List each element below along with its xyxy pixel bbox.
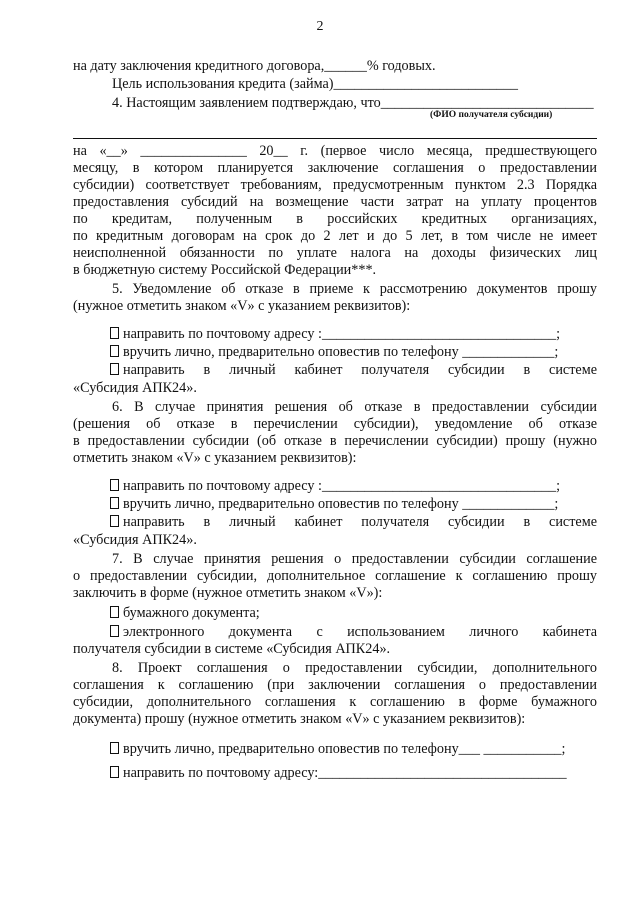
checkbox-icon[interactable] [110,515,119,527]
option-8-phone[interactable]: вручить лично, предварительно оповестив по телефону___ ___________; [110,741,565,758]
option-5-postal[interactable]: направить по почтовому адресу :_________________________________; [110,326,560,343]
option-7-electronic[interactable]: электронного документа с использованием личного кабинета [110,624,597,641]
paragraph-4-line: месяцу, в котором планируется заключение соглашения о предоставлении [73,160,597,176]
paragraph-4-line: по кредитным договорам на срок до 2 лет и до 5 лет, в том числе не имеет [73,228,597,244]
option-5-cabinet-cont: «Субсидия АПК24». [73,380,197,396]
paragraph-4-line: на «__» _______________ 20__ г. (первое число месяца, предшествующего [73,143,597,159]
section-6-line: в предоставлении субсидии (об отказе в перечислении субсидии) прошу (нужно [73,433,597,449]
paragraph-4-line: в бюджетную систему Российской Федерации***. [73,262,377,278]
checkbox-icon[interactable] [110,479,119,491]
option-5-cabinet[interactable]: направить в личный кабинет получателя субсидии в системе [110,362,597,379]
paragraph-4-line: по кредитам, полученным в российских кредитных организациях, [73,211,597,227]
paragraph-4-line: субсидии) соответствует требованиям, предусмотренным пунктом 2.3 Порядка [73,177,597,193]
option-6-phone[interactable]: вручить лично, предварительно оповестив по телефону _____________; [110,496,558,513]
checkbox-icon[interactable] [110,497,119,509]
option-7-paper[interactable]: бумажного документа; [110,605,260,622]
credit-purpose-line: Цель использования кредита (займа)__________________________ [112,76,518,92]
section-7-line: о предоставлении субсидии, дополнительное соглашение к соглашению прошу [73,568,597,584]
rate-line: на дату заключения кредитного договора,______% годовых. [73,58,436,74]
paragraph-4-line: предоставления субсидий на возмещение части затрат на уплату процентов [73,194,597,210]
section-6-line: отметить знаком «V» с указанием реквизитов): [73,450,357,466]
section-4-heading: 4. Настоящим заявлением подтверждаю, что______________________________ [112,95,594,111]
option-7-electronic-cont: получателя субсидии в системе «Субсидия АПК24». [73,641,391,657]
checkbox-icon[interactable] [110,327,119,339]
recipient-name-caption: (ФИО получателя субсидии) [430,110,553,120]
section-6-line: (решения об отказе в перечислении субсидии), уведомление об отказе [73,416,597,432]
section-8-line: соглашения к соглашению (при заключении соглашения о предоставлении [73,677,597,693]
checkbox-icon[interactable] [110,742,119,754]
checkbox-icon[interactable] [110,363,119,375]
checkbox-icon[interactable] [110,625,119,637]
option-6-postal[interactable]: направить по почтовому адресу :_________________________________; [110,478,560,495]
section-8-heading: 8. Проект соглашения о предоставлении субсидии, дополнительного [112,660,597,676]
section-7-heading: 7. В случае принятия решения о предоставлении субсидии соглашение [112,551,597,567]
option-5-phone[interactable]: вручить лично, предварительно оповестив по телефону _____________; [110,344,558,361]
section-6-heading: 6. В случае принятия решения об отказе в предоставлении субсидии [112,399,597,415]
checkbox-icon[interactable] [110,766,119,778]
section-5-heading: 5. Уведомление об отказе в приеме к рассмотрению документов прошу [112,281,597,297]
checkbox-icon[interactable] [110,345,119,357]
option-6-cabinet[interactable]: направить в личный кабинет получателя субсидии в системе [110,514,597,531]
signature-underline [73,138,597,139]
section-5-line: (нужное отметить знаком «V» с указанием реквизитов): [73,298,411,314]
checkbox-icon[interactable] [110,606,119,618]
option-6-cabinet-cont: «Субсидия АПК24». [73,532,197,548]
option-8-postal[interactable]: направить по почтовому адресу:___________________________________ [110,765,567,782]
page-number: 2 [316,19,324,34]
section-8-line: документа) прошу (нужное отметить знаком «V» с указанием реквизитов): [73,711,526,727]
section-7-line: заключить в форме (нужное отметить знаком «V»): [73,585,383,601]
paragraph-4-line: неисполненной обязанности по уплате налога на доходы физических лиц [73,245,597,261]
section-8-line: субсидии, дополнительного соглашения к соглашению в форме бумажного [73,694,597,710]
